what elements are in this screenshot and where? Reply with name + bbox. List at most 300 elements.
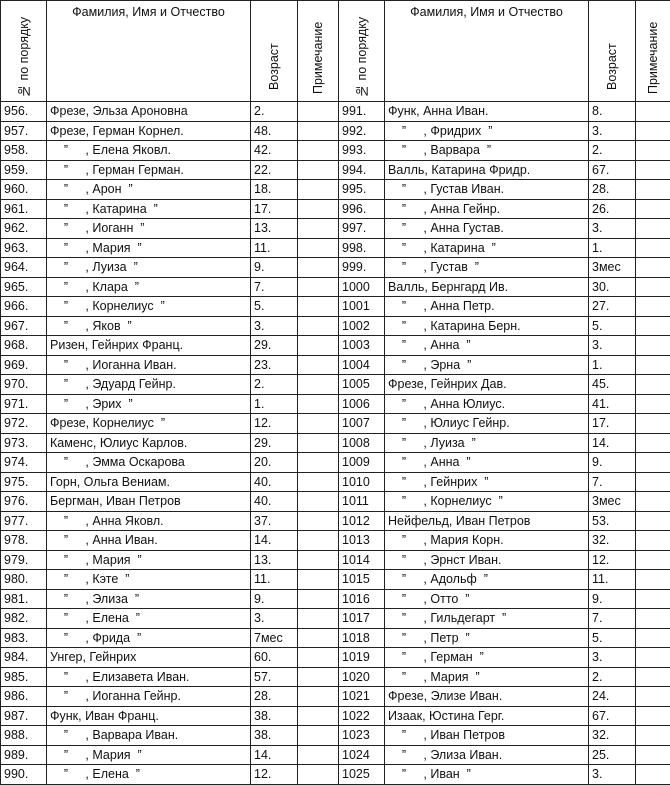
row-number-right: 993. xyxy=(339,141,385,161)
row-name-left: Фрезе, Герман Корнел. xyxy=(47,121,251,141)
age-header-left: Возраст xyxy=(251,1,298,102)
table-row xyxy=(1,102,670,122)
row-name-left: Каменс, Юлиус Карлов. xyxy=(47,433,251,453)
row-age-left: 40. xyxy=(251,472,298,492)
row-number-left: 977. xyxy=(1,511,47,531)
row-name-left: Унгер, Гейнрих xyxy=(47,648,251,668)
header-row xyxy=(1,1,670,102)
table-row xyxy=(1,472,670,492)
table-row xyxy=(1,453,670,473)
row-age-left: 14. xyxy=(251,531,298,551)
note-header-right: Примечание xyxy=(636,1,670,102)
row-number-left: 987. xyxy=(1,706,47,726)
row-age-left: 40. xyxy=(251,492,298,512)
row-name-right: Валль, Катарина Фридр. xyxy=(385,160,589,180)
row-age-right: 3. xyxy=(589,121,636,141)
row-age-right: 17. xyxy=(589,414,636,434)
row-note-right xyxy=(636,199,670,219)
row-name-left: ” , Елизавета Иван. xyxy=(47,667,251,687)
row-age-left: 38. xyxy=(251,726,298,746)
row-note-left xyxy=(298,472,339,492)
row-age-right: 7. xyxy=(589,472,636,492)
table-row xyxy=(1,648,670,668)
table-row xyxy=(1,531,670,551)
row-name-right: ” , Фридрих ” xyxy=(385,121,589,141)
row-number-left: 960. xyxy=(1,180,47,200)
table-row xyxy=(1,609,670,629)
row-age-right: 3мес xyxy=(589,492,636,512)
row-note-right xyxy=(636,511,670,531)
row-number-left: 980. xyxy=(1,570,47,590)
table-row xyxy=(1,511,670,531)
row-name-right: Фрезе, Гейнрих Дав. xyxy=(385,375,589,395)
row-name-left: ” , Елена ” xyxy=(47,765,251,785)
row-note-left xyxy=(298,180,339,200)
row-age-left: 7. xyxy=(251,277,298,297)
row-note-left xyxy=(298,297,339,317)
row-age-right: 9. xyxy=(589,453,636,473)
row-number-right: 1020 xyxy=(339,667,385,687)
row-name-right: ” , Густав ” xyxy=(385,258,589,278)
row-name-right: ” , Эрнст Иван. xyxy=(385,550,589,570)
row-number-left: 970. xyxy=(1,375,47,395)
row-number-right: 995. xyxy=(339,180,385,200)
row-age-right: 28. xyxy=(589,180,636,200)
row-name-left: ” , Иоганна Иван. xyxy=(47,355,251,375)
row-name-right: ” , Петр ” xyxy=(385,628,589,648)
row-number-left: 958. xyxy=(1,141,47,161)
table-row xyxy=(1,570,670,590)
row-note-right xyxy=(636,394,670,414)
row-number-left: 967. xyxy=(1,316,47,336)
table-row xyxy=(1,297,670,317)
row-number-right: 1022 xyxy=(339,706,385,726)
row-age-left: 13. xyxy=(251,219,298,239)
row-name-left: ” , Эдуард Гейнр. xyxy=(47,375,251,395)
row-number-left: 963. xyxy=(1,238,47,258)
row-number-left: 975. xyxy=(1,472,47,492)
row-note-right xyxy=(636,648,670,668)
table-row xyxy=(1,180,670,200)
row-name-right: ” , Катарина ” xyxy=(385,238,589,258)
num-header-right: № по порядку xyxy=(339,1,385,102)
row-age-right: 9. xyxy=(589,589,636,609)
row-note-right xyxy=(636,726,670,746)
row-number-right: 998. xyxy=(339,238,385,258)
row-note-right xyxy=(636,258,670,278)
table-row xyxy=(1,492,670,512)
row-note-left xyxy=(298,589,339,609)
row-age-left: 37. xyxy=(251,511,298,531)
row-name-left: Фрезе, Эльза Ароновна xyxy=(47,102,251,122)
row-note-left xyxy=(298,414,339,434)
row-note-right xyxy=(636,609,670,629)
row-name-right: ” , Анна Петр. xyxy=(385,297,589,317)
row-age-right: 32. xyxy=(589,531,636,551)
row-note-right xyxy=(636,589,670,609)
note-header-left: Примечание xyxy=(298,1,339,102)
row-name-left: Фрезе, Корнелиус ” xyxy=(47,414,251,434)
row-note-left xyxy=(298,121,339,141)
table-row xyxy=(1,336,670,356)
row-note-right xyxy=(636,121,670,141)
row-name-left: ” , Эмма Оскарова xyxy=(47,453,251,473)
row-name-left: ” , Мария ” xyxy=(47,550,251,570)
row-name-right: ” , Юлиус Гейнр. xyxy=(385,414,589,434)
row-number-left: 973. xyxy=(1,433,47,453)
row-age-right: 1. xyxy=(589,238,636,258)
row-age-left: 5. xyxy=(251,297,298,317)
row-note-right xyxy=(636,219,670,239)
row-age-right: 67. xyxy=(589,706,636,726)
row-note-left xyxy=(298,609,339,629)
row-name-right: ” , Эрна ” xyxy=(385,355,589,375)
row-number-left: 986. xyxy=(1,687,47,707)
row-name-left: ” , Эрих ” xyxy=(47,394,251,414)
row-age-right: 5. xyxy=(589,316,636,336)
row-age-right: 25. xyxy=(589,745,636,765)
row-age-right: 26. xyxy=(589,199,636,219)
row-age-left: 9. xyxy=(251,258,298,278)
row-number-right: 1005 xyxy=(339,375,385,395)
row-age-left: 29. xyxy=(251,433,298,453)
row-age-right: 7. xyxy=(589,609,636,629)
row-note-right xyxy=(636,453,670,473)
row-age-right: 3. xyxy=(589,336,636,356)
row-name-right: Валль, Бернгард Ив. xyxy=(385,277,589,297)
row-age-right: 8. xyxy=(589,102,636,122)
row-age-left: 1. xyxy=(251,394,298,414)
table-row xyxy=(1,550,670,570)
row-number-right: 1023 xyxy=(339,726,385,746)
row-name-left: ” , Арон ” xyxy=(47,180,251,200)
table-row xyxy=(1,258,670,278)
row-age-right: 5. xyxy=(589,628,636,648)
row-name-left: ” , Мария ” xyxy=(47,238,251,258)
row-number-left: 962. xyxy=(1,219,47,239)
row-number-right: 994. xyxy=(339,160,385,180)
row-age-left: 48. xyxy=(251,121,298,141)
row-number-left: 989. xyxy=(1,745,47,765)
row-note-right xyxy=(636,628,670,648)
row-age-left: 11. xyxy=(251,570,298,590)
row-name-left: ” , Фрида ” xyxy=(47,628,251,648)
row-note-right xyxy=(636,316,670,336)
row-note-right xyxy=(636,375,670,395)
table-row xyxy=(1,141,670,161)
table-row xyxy=(1,687,670,707)
row-age-right: 41. xyxy=(589,394,636,414)
row-number-left: 966. xyxy=(1,297,47,317)
row-note-left xyxy=(298,433,339,453)
row-number-right: 997. xyxy=(339,219,385,239)
table-row xyxy=(1,628,670,648)
row-number-right: 1019 xyxy=(339,648,385,668)
row-name-right: ” , Элиза Иван. xyxy=(385,745,589,765)
row-note-left xyxy=(298,550,339,570)
row-note-left xyxy=(298,765,339,785)
row-number-right: 1010 xyxy=(339,472,385,492)
row-name-left: Функ, Иван Франц. xyxy=(47,706,251,726)
row-note-left xyxy=(298,238,339,258)
row-note-left xyxy=(298,648,339,668)
row-note-left xyxy=(298,570,339,590)
row-name-left: ” , Герман Герман. xyxy=(47,160,251,180)
row-note-right xyxy=(636,433,670,453)
row-number-right: 1011 xyxy=(339,492,385,512)
row-name-right: ” , Анна ” xyxy=(385,453,589,473)
row-note-left xyxy=(298,258,339,278)
row-note-left xyxy=(298,745,339,765)
row-age-left: 11. xyxy=(251,238,298,258)
row-age-right: 53. xyxy=(589,511,636,531)
row-note-right xyxy=(636,277,670,297)
row-number-right: 1024 xyxy=(339,745,385,765)
row-note-right xyxy=(636,355,670,375)
row-number-left: 976. xyxy=(1,492,47,512)
row-age-right: 27. xyxy=(589,297,636,317)
row-age-right: 3мес xyxy=(589,258,636,278)
row-name-right: ” , Гейнрих ” xyxy=(385,472,589,492)
row-name-right: ” , Гильдегарт ” xyxy=(385,609,589,629)
row-number-left: 982. xyxy=(1,609,47,629)
row-number-right: 1008 xyxy=(339,433,385,453)
row-number-right: 999. xyxy=(339,258,385,278)
row-number-left: 964. xyxy=(1,258,47,278)
row-number-right: 996. xyxy=(339,199,385,219)
row-age-left: 22. xyxy=(251,160,298,180)
row-age-right: 2. xyxy=(589,141,636,161)
row-number-left: 978. xyxy=(1,531,47,551)
row-note-left xyxy=(298,102,339,122)
row-age-right: 67. xyxy=(589,160,636,180)
row-name-left: ” , Мария ” xyxy=(47,745,251,765)
table-row xyxy=(1,219,670,239)
row-name-left: ” , Елена ” xyxy=(47,609,251,629)
table-row xyxy=(1,355,670,375)
row-note-right xyxy=(636,531,670,551)
name-header-left: Фамилия, Имя и Отчество xyxy=(47,1,251,102)
row-note-left xyxy=(298,355,339,375)
row-name-right: ” , Луиза ” xyxy=(385,433,589,453)
row-number-right: 1021 xyxy=(339,687,385,707)
row-name-left: ” , Анна Иван. xyxy=(47,531,251,551)
row-note-right xyxy=(636,570,670,590)
row-note-left xyxy=(298,219,339,239)
row-name-left: Бергман, Иван Петров xyxy=(47,492,251,512)
row-age-left: 9. xyxy=(251,589,298,609)
row-number-left: 957. xyxy=(1,121,47,141)
table-row xyxy=(1,745,670,765)
row-note-left xyxy=(298,687,339,707)
row-note-left xyxy=(298,453,339,473)
row-name-left: ” , Луиза ” xyxy=(47,258,251,278)
num-header-left: № по порядку xyxy=(1,1,47,102)
row-note-left xyxy=(298,277,339,297)
table-row xyxy=(1,667,670,687)
row-name-left: ” , Клара ” xyxy=(47,277,251,297)
row-name-left: ” , Иоганна Гейнр. xyxy=(47,687,251,707)
row-note-right xyxy=(636,472,670,492)
age-header-right: Возраст xyxy=(589,1,636,102)
row-age-left: 20. xyxy=(251,453,298,473)
row-note-left xyxy=(298,160,339,180)
row-age-right: 30. xyxy=(589,277,636,297)
row-age-left: 17. xyxy=(251,199,298,219)
row-age-left: 13. xyxy=(251,550,298,570)
row-number-right: 1025 xyxy=(339,765,385,785)
row-number-left: 972. xyxy=(1,414,47,434)
row-age-left: 3. xyxy=(251,609,298,629)
row-age-left: 14. xyxy=(251,745,298,765)
row-number-right: 1017 xyxy=(339,609,385,629)
row-name-right: ” , Варвара ” xyxy=(385,141,589,161)
row-number-left: 956. xyxy=(1,102,47,122)
row-name-right: ” , Анна Гейнр. xyxy=(385,199,589,219)
row-name-right: ” , Адольф ” xyxy=(385,570,589,590)
row-name-left: ” , Яков ” xyxy=(47,316,251,336)
row-name-right: ” , Мария ” xyxy=(385,667,589,687)
row-age-right: 24. xyxy=(589,687,636,707)
row-age-left: 18. xyxy=(251,180,298,200)
row-number-left: 981. xyxy=(1,589,47,609)
table-row xyxy=(1,238,670,258)
row-note-left xyxy=(298,394,339,414)
row-name-right: ” , Отто ” xyxy=(385,589,589,609)
row-age-left: 57. xyxy=(251,667,298,687)
table-row xyxy=(1,706,670,726)
row-number-left: 974. xyxy=(1,453,47,473)
table-row xyxy=(1,375,670,395)
row-name-right: ” , Иван Петров xyxy=(385,726,589,746)
row-number-right: 1004 xyxy=(339,355,385,375)
table-row xyxy=(1,726,670,746)
row-name-right: ” , Анна Густав. xyxy=(385,219,589,239)
row-age-left: 42. xyxy=(251,141,298,161)
row-note-right xyxy=(636,238,670,258)
row-number-right: 1001 xyxy=(339,297,385,317)
row-note-left xyxy=(298,141,339,161)
row-age-right: 11. xyxy=(589,570,636,590)
table-row xyxy=(1,433,670,453)
row-note-right xyxy=(636,180,670,200)
row-note-right xyxy=(636,550,670,570)
row-age-left: 28. xyxy=(251,687,298,707)
name-header-right: Фамилия, Имя и Отчество xyxy=(385,1,589,102)
row-note-left xyxy=(298,336,339,356)
row-name-left: ” , Анна Яковл. xyxy=(47,511,251,531)
row-note-right xyxy=(636,765,670,785)
row-age-right: 12. xyxy=(589,550,636,570)
row-age-left: 29. xyxy=(251,336,298,356)
table-row xyxy=(1,589,670,609)
row-age-left: 2. xyxy=(251,375,298,395)
row-note-left xyxy=(298,316,339,336)
row-note-left xyxy=(298,726,339,746)
row-number-left: 984. xyxy=(1,648,47,668)
row-number-right: 1014 xyxy=(339,550,385,570)
table-row xyxy=(1,277,670,297)
row-note-right xyxy=(636,102,670,122)
row-age-right: 32. xyxy=(589,726,636,746)
row-note-right xyxy=(636,492,670,512)
row-name-right: ” , Анна Юлиус. xyxy=(385,394,589,414)
row-number-right: 1015 xyxy=(339,570,385,590)
row-note-left xyxy=(298,706,339,726)
row-name-right: Нейфельд, Иван Петров xyxy=(385,511,589,531)
row-number-right: 1003 xyxy=(339,336,385,356)
row-age-right: 3. xyxy=(589,765,636,785)
row-age-right: 2. xyxy=(589,667,636,687)
row-note-left xyxy=(298,667,339,687)
row-number-left: 961. xyxy=(1,199,47,219)
row-number-right: 1002 xyxy=(339,316,385,336)
row-note-right xyxy=(636,687,670,707)
row-number-left: 968. xyxy=(1,336,47,356)
row-age-left: 3. xyxy=(251,316,298,336)
row-age-right: 3. xyxy=(589,648,636,668)
row-note-right xyxy=(636,297,670,317)
row-name-left: ” , Катарина ” xyxy=(47,199,251,219)
row-number-left: 983. xyxy=(1,628,47,648)
row-age-left: 12. xyxy=(251,414,298,434)
table-row xyxy=(1,199,670,219)
row-name-left: ” , Кэте ” xyxy=(47,570,251,590)
row-name-left: ” , Корнелиус ” xyxy=(47,297,251,317)
row-name-right: Изаак, Юстина Герг. xyxy=(385,706,589,726)
row-number-right: 1000 xyxy=(339,277,385,297)
table-row xyxy=(1,394,670,414)
row-number-left: 985. xyxy=(1,667,47,687)
row-note-right xyxy=(636,414,670,434)
row-name-left: ” , Иоганн ” xyxy=(47,219,251,239)
row-age-left: 7мес xyxy=(251,628,298,648)
row-age-right: 45. xyxy=(589,375,636,395)
table-row xyxy=(1,316,670,336)
row-number-right: 1007 xyxy=(339,414,385,434)
row-number-right: 1012 xyxy=(339,511,385,531)
row-name-left: ” , Элиза ” xyxy=(47,589,251,609)
row-name-right: ” , Густав Иван. xyxy=(385,180,589,200)
row-note-left xyxy=(298,375,339,395)
row-note-right xyxy=(636,160,670,180)
row-note-right xyxy=(636,745,670,765)
row-name-left: Ризен, Гейнрих Франц. xyxy=(47,336,251,356)
row-note-right xyxy=(636,336,670,356)
row-number-left: 959. xyxy=(1,160,47,180)
row-note-left xyxy=(298,511,339,531)
row-number-left: 990. xyxy=(1,765,47,785)
row-number-right: 992. xyxy=(339,121,385,141)
row-number-right: 1009 xyxy=(339,453,385,473)
row-age-left: 2. xyxy=(251,102,298,122)
row-age-left: 60. xyxy=(251,648,298,668)
row-number-left: 965. xyxy=(1,277,47,297)
row-number-left: 969. xyxy=(1,355,47,375)
row-name-right: ” , Мария Корн. xyxy=(385,531,589,551)
row-name-right: Фрезе, Элизе Иван. xyxy=(385,687,589,707)
row-name-left: ” , Варвара Иван. xyxy=(47,726,251,746)
row-age-left: 23. xyxy=(251,355,298,375)
row-name-right: Функ, Анна Иван. xyxy=(385,102,589,122)
row-name-left: ” , Елена Яковл. xyxy=(47,141,251,161)
row-number-left: 971. xyxy=(1,394,47,414)
row-number-right: 1016 xyxy=(339,589,385,609)
row-note-left xyxy=(298,199,339,219)
table-row xyxy=(1,160,670,180)
row-name-right: ” , Анна ” xyxy=(385,336,589,356)
row-number-right: 1013 xyxy=(339,531,385,551)
